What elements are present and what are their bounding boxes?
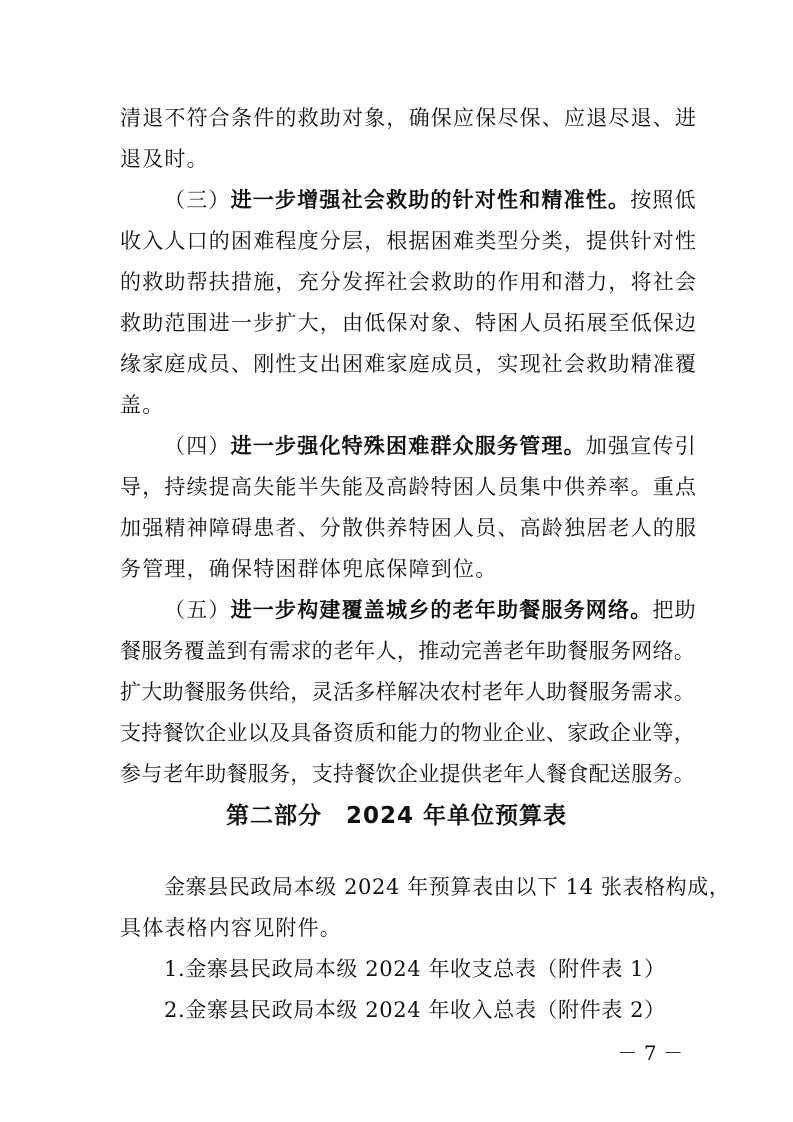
list-item: 1.金寨县民政局本级 2024 年收支总表（附件表 1） — [164, 957, 666, 981]
paragraph-line: 救助范围进一步扩大，由低保对象、特困人员拓展至低保边 — [120, 311, 698, 335]
paragraph-line: 导，持续提高失能半失能及高龄特困人员集中供养率。重点 — [120, 475, 698, 499]
paragraph-line: 收入人口的困难程度分层，根据困难类型分类，提供针对性 — [120, 229, 698, 253]
paragraph-line: 参与老年助餐服务，支持餐饮企业提供老年人餐食配送服务。 — [120, 762, 696, 786]
paragraph-line: 扩大助餐服务供给，灵活多样解决农村老年人助餐服务需求。 — [120, 680, 696, 704]
item-4-first-line — [164, 431, 697, 461]
item-5-title: 进一步构建覆盖城乡的老年助餐服务网络。 — [230, 597, 653, 622]
item-5-label: （五） — [164, 598, 231, 622]
paragraph-line: 缘家庭成员、刚性支出困难家庭成员，实现社会救助精准覆 — [120, 352, 698, 376]
paragraph-line: 清退不符合条件的救助对象，确保应保尽保、应退尽退、进 — [120, 106, 698, 130]
paragraph-line: 餐服务覆盖到有需求的老年人，推动完善老年助餐服务网络。 — [120, 639, 696, 663]
paragraph-line: 盖。 — [120, 393, 165, 417]
item-3-label: （三） — [164, 188, 231, 212]
item-5-first-line — [164, 595, 697, 625]
item-4-line1-rest: 加强宣传引 — [585, 434, 697, 458]
item-4-title: 进一步强化特殊困难群众服务管理。 — [230, 433, 586, 458]
paragraph-line: 务管理，确保特困群体兜底保障到位。 — [120, 557, 498, 581]
paragraph-line: 的救助帮扶措施，充分发挥社会救助的作用和潜力，将社会 — [120, 270, 698, 294]
section-heading: 第二部分 2024 年单位预算表 — [225, 803, 568, 829]
page-number: － 7 － — [617, 1041, 683, 1065]
intro-line: 具体表格内容见附件。 — [120, 916, 342, 940]
paragraph-line: 退及时。 — [120, 147, 209, 171]
paragraph-line: 支持餐饮企业以及具备资质和能力的物业企业、家政企业等， — [120, 721, 696, 745]
item-3-title: 进一步增强社会救助的针对性和精准性。 — [230, 187, 631, 212]
item-5-line1-rest: 把助 — [652, 598, 697, 622]
item-4-label: （四） — [164, 434, 231, 458]
item-3-first-line — [164, 185, 697, 215]
list-item: 2.金寨县民政局本级 2024 年收入总表（附件表 2） — [164, 998, 666, 1022]
intro-line: 金寨县民政局本级 2024 年预算表由以下 14 张表格构成， — [164, 875, 731, 899]
item-3-line1-rest: 按照低 — [630, 188, 697, 212]
paragraph-line: 加强精神障碍患者、分散供养特困人员、高龄独居老人的服 — [120, 516, 698, 540]
